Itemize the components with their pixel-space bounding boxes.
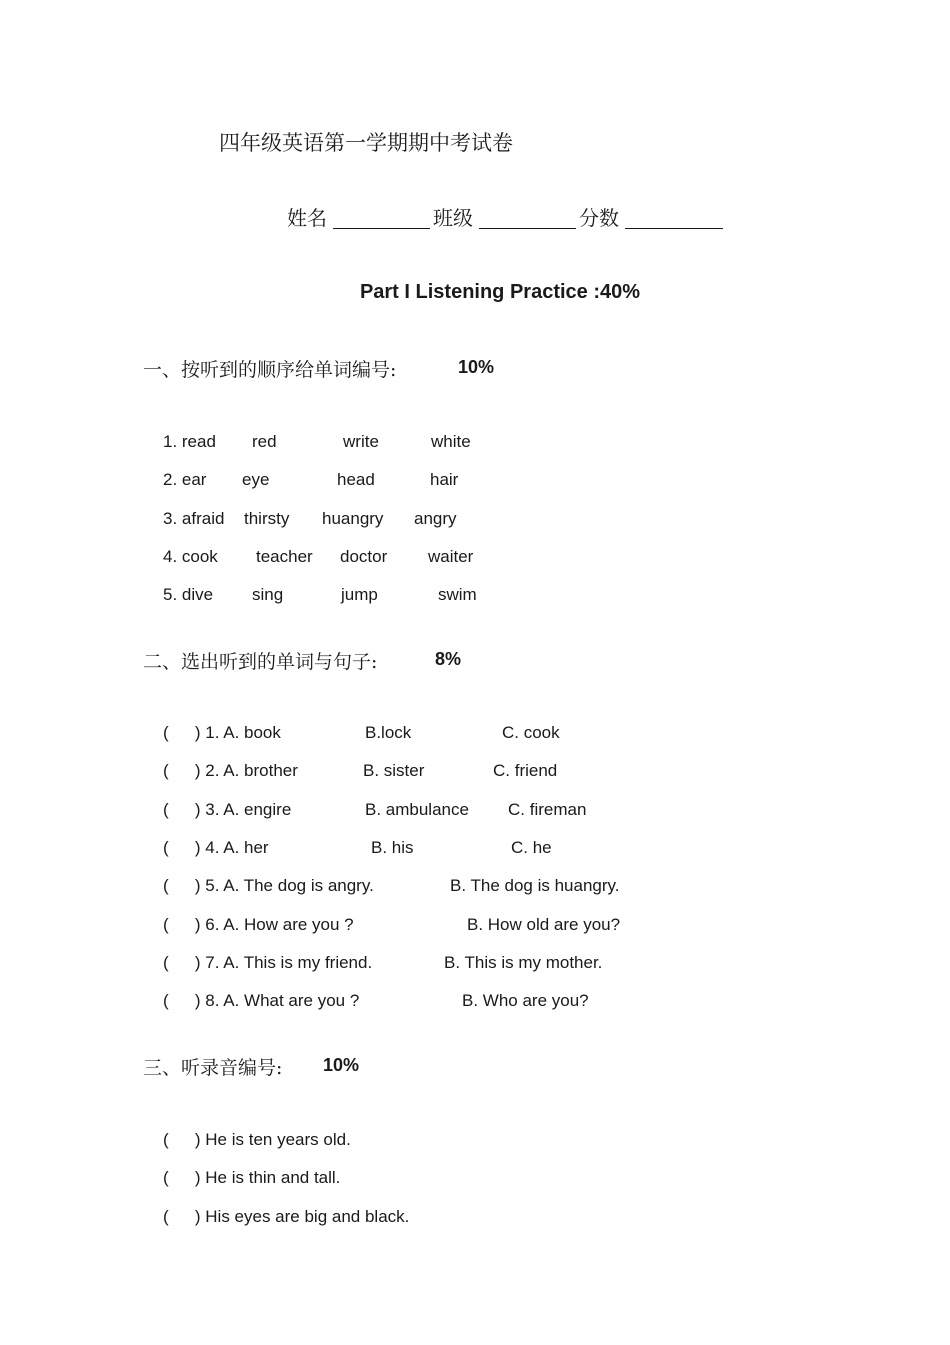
section2-heading: 二、选出听到的单词与句子: [143,651,378,673]
s2-q6-bracket[interactable]: ( [163,915,169,934]
s1-row5-c3: jump [341,585,378,604]
s2-q2-optC: C. friend [493,761,558,780]
s3-item1-text: ) He is ten years old. [176,1130,351,1149]
s2-q3-bracket[interactable]: ( [163,800,169,819]
s1-row2-c3: head [337,470,375,489]
section3-heading: 三、听录音编号: [143,1057,283,1079]
s3-item2-text: ) He is thin and tall. [176,1168,341,1187]
s2-q8-optB: B. Who are you? [462,991,589,1010]
s2-q2-bracket[interactable]: ( [163,761,169,780]
s2-q6-optA: ) 6. A. How are you ? [176,915,354,934]
s3-item3-text: ) His eyes are big and black. [176,1207,410,1226]
s1-row4-c3: doctor [340,547,388,566]
s1-row2-c2: eye [242,470,270,489]
s2-q1-optC: C. cook [502,723,560,742]
s2-q5-optB: B. The dog is huangry. [450,876,620,895]
s2-q5-bracket[interactable]: ( [163,876,169,895]
section1-percent: 10% [458,357,495,377]
s1-row5-c2: sing [252,585,284,604]
s1-row1-c1: 1. read [163,432,216,451]
s2-q7-optB: B. This is my mother. [444,953,603,972]
s2-q2-optA: ) 2. A. brother [176,761,298,780]
score-label: 分数 [579,206,619,230]
class-label: 班级 [433,206,473,230]
s3-item2-bracket[interactable]: ( [163,1168,169,1187]
s3-item1-bracket[interactable]: ( [163,1130,169,1149]
s2-q1-optA: ) 1. A. book [176,723,281,742]
s1-row3-c3: huangry [322,509,384,528]
s2-q2-optB: B. sister [363,761,425,780]
s2-q1-optB: B.lock [365,723,412,742]
exam-title: 四年级英语第一学期期中考试卷 [219,131,513,155]
name-blank[interactable] [333,228,430,229]
score-blank[interactable] [625,228,723,229]
s1-row1-c2: red [252,432,277,451]
s1-row1-c4: white [431,432,471,451]
s2-q4-bracket[interactable]: ( [163,838,169,857]
s2-q7-bracket[interactable]: ( [163,953,169,972]
s2-q6-optB: B. How old are you? [467,915,621,934]
s2-q5-optA: ) 5. A. The dog is angry. [176,876,374,895]
s2-q1-bracket[interactable]: ( [163,723,169,742]
s2-q4-optA: ) 4. A. her [176,838,269,857]
s1-row3-c2: thirsty [244,509,290,528]
class-blank[interactable] [479,228,576,229]
s2-q3-optA: ) 3. A. engire [176,800,292,819]
s2-q3-optB: B. ambulance [365,800,469,819]
s1-row2-c4: hair [430,470,459,489]
s2-q8-bracket[interactable]: ( [163,991,169,1010]
s1-row4-c2: teacher [256,547,313,566]
section1-heading: 一、按听到的顺序给单词编号: [143,359,397,381]
section3-percent: 10% [323,1055,360,1075]
s1-row5-c1: 5. dive [163,585,214,604]
s3-item3-bracket[interactable]: ( [163,1207,169,1226]
s1-row5-c4: swim [438,585,477,604]
s1-row3-c4: angry [414,509,457,528]
s1-row2-c1: 2. ear [163,470,207,489]
s2-q3-optC: C. fireman [508,800,587,819]
section2-percent: 8% [435,649,462,669]
s1-row3-c1: 3. afraid [163,509,225,528]
s1-row1-c3: write [343,432,379,451]
s2-q7-optA: ) 7. A. This is my friend. [176,953,373,972]
s2-q8-optA: ) 8. A. What are you ? [176,991,360,1010]
s1-row4-c4: waiter [428,547,474,566]
s1-row4-c1: 4. cook [163,547,218,566]
part-heading: Part I Listening Practice :40% [359,281,641,303]
s2-q4-optB: B. his [371,838,414,857]
s2-q4-optC: C. he [511,838,552,857]
name-label: 姓名 [287,206,327,230]
